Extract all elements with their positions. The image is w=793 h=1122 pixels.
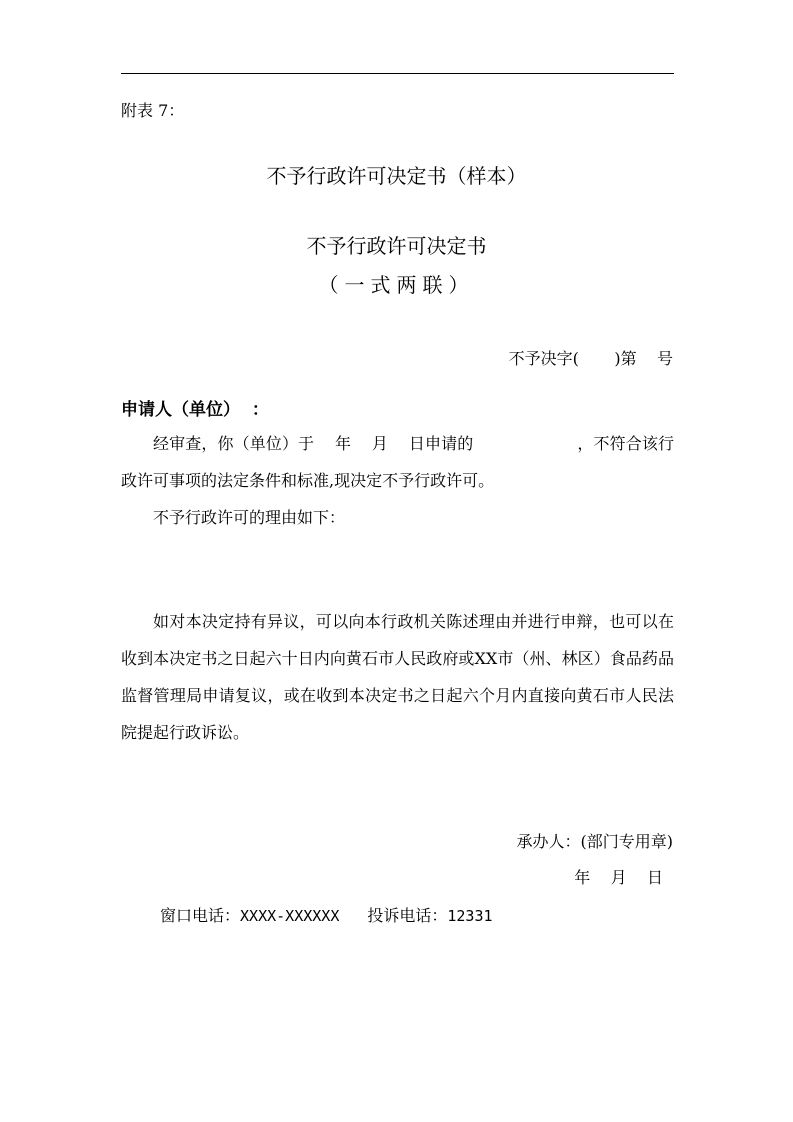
contact-line [160,903,493,926]
complaint-phone-label: 投诉电话： [367,906,448,925]
sample-title: 不予行政许可决定书（样本） [266,164,527,188]
header-rule [121,73,674,74]
copies-note: （一式两联） [318,273,475,297]
applicant-line: 申请人（单位） ： [121,400,269,420]
attachment-label: 附表 7： [121,101,185,120]
signature-date: 年 月 日 [574,868,663,887]
window-phone-number: XXXX-XXXXXX [240,907,340,925]
document-number: 不予决字( )第 号 [508,349,673,368]
appeal-paragraph: 如对本决定持有异议，可以向本行政机关陈述理由并进行申辩，也可以在收到本决定书之日起六十日内向黄石市人民政府或XX市（州、林区）食品药品监督管理局申请复议，或在收到本决定书之日起六个月内直接向黄石市人民法院提起行政诉讼。 [121,612,674,742]
window-phone-label: 窗口电话： [160,906,241,925]
reason-paragraph: 不予行政许可的理由如下： [153,508,346,527]
review-paragraph: 经审查，你（单位）于 年 月 日申请的 ，不符合该行政许可事项的法定条件和标准,现决定不予行政许可。 [121,434,674,490]
complaint-phone-number: 12331 [447,907,493,925]
document-title: 不予行政许可决定书 [306,234,487,258]
handler-seal-line: 承办人：(部门专用章) [516,832,673,851]
